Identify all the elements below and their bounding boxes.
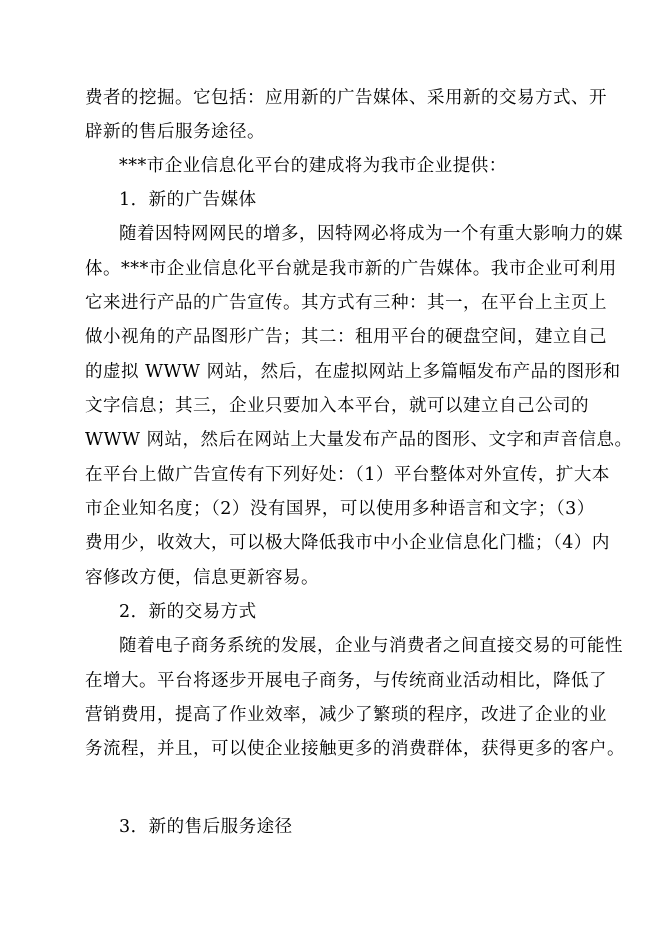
body-text-line: 它来进行产品的广告宣传。其方式有三种：其一，在平台上主页上 <box>85 293 607 313</box>
body-text-line: 费者的挖掘。它包括：应用新的广告媒体、采用新的交易方式、开 <box>85 88 607 108</box>
body-text-line: ***市企业信息化平台的建成将为我市企业提供： <box>119 156 507 176</box>
body-text-line: 市企业知名度；（2）没有国界，可以使用多种语言和文字；（3） <box>85 499 595 519</box>
body-text-line: 随着电子商务系统的发展，企业与消费者之间直接交易的可能性 <box>119 636 623 656</box>
body-text-line: 的虚拟 WWW 网站，然后，在虚拟网站上多篇幅发布产品的图形和 <box>85 362 621 382</box>
section-heading: 1．新的广告媒体 <box>119 190 257 210</box>
body-text-line: WWW 网站，然后在网站上大量发布产品的图形、文字和声音信息。 <box>85 430 633 450</box>
body-text-line: 费用少，收效大，可以极大降低我市中小企业信息化门槛；（4）内 <box>85 533 610 553</box>
body-text-line: 务流程，并且，可以使企业接触更多的消费群体，获得更多的客户。 <box>85 739 625 759</box>
section-heading: 2．新的交易方式 <box>119 602 257 622</box>
body-text-line: 在增大。平台将逐步开展电子商务，与传统商业活动相比，降低了 <box>85 671 607 691</box>
body-text-line: 在平台上做广告宣传有下列好处：（1）平台整体对外宣传，扩大本 <box>85 465 610 485</box>
body-text-line: 体。***市企业信息化平台就是我市新的广告媒体。我市企业可利用 <box>85 259 617 279</box>
body-text-line: 随着因特网网民的增多，因特网必将成为一个有重大影响力的媒 <box>119 224 623 244</box>
body-text-line: 营销费用，提高了作业效率，减少了繁琐的程序，改进了企业的业 <box>85 705 607 725</box>
body-text-line: 做小视角的产品图形广告；其二：租用平台的硬盘空间，建立自己 <box>85 327 607 347</box>
section-heading: 3．新的售后服务途径 <box>119 817 293 837</box>
body-text-line: 容修改方便，信息更新容易。 <box>85 568 319 588</box>
body-text-line: 文字信息；其三，企业只要加入本平台，就可以建立自己公司的 <box>85 396 589 416</box>
body-text-line: 辟新的售后服务途径。 <box>85 122 265 142</box>
